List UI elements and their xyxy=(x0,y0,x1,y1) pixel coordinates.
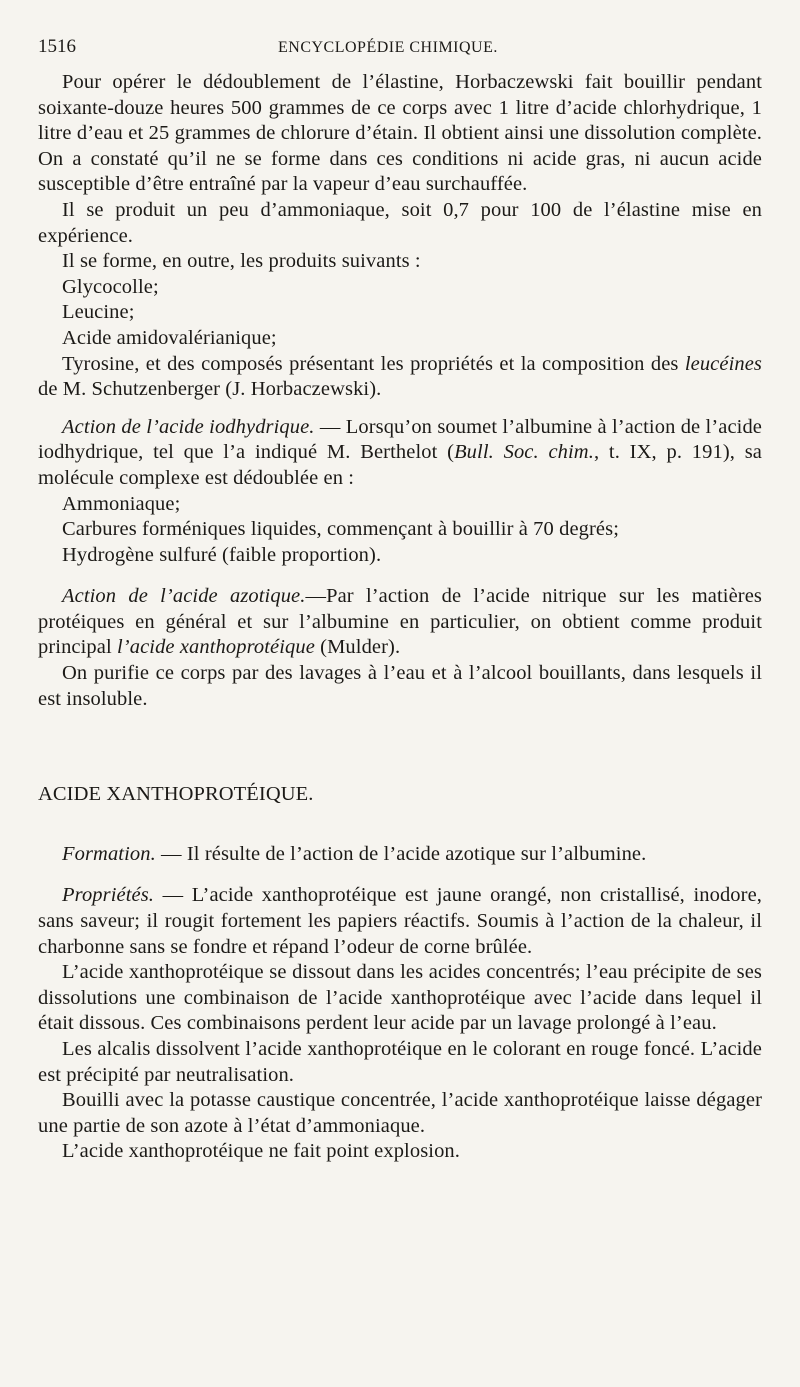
paragraph-explosion: L’acide xanthoprotéique ne fait point explosion. xyxy=(62,1140,460,1163)
text-run: — Il résulte de l’action de l’acide azotique sur l’albumine. xyxy=(155,842,647,865)
section-title: Action de l’acide iodhydrique. xyxy=(62,415,315,438)
section-title: Formation. xyxy=(62,842,156,865)
list-item: Carbures forméniques liquides, commençant à bouillir à 70 degrés; xyxy=(62,518,619,541)
paragraph-tyrosine xyxy=(38,352,762,403)
section-title: Propriétés. xyxy=(62,884,155,907)
page-number: 1516 xyxy=(38,36,76,57)
list-item: Leucine; xyxy=(62,301,135,324)
paragraph-purification: On purifie ce corps par des lavages à l’eau et à l’alcool bouillants, dans lesquels il est insoluble. xyxy=(38,662,762,710)
text-run: Tyrosine, et des composés présentant les propriétés et la composition des xyxy=(62,352,679,375)
paragraph-proprietes xyxy=(38,883,762,960)
paragraph-dissolution: L’acide xanthoprotéique se dissout dans les acides concentrés; l’eau précipite de ses dissolutions une combinaison de l’acide xanthoprotéique avec l’acide dans lequel il était dissous. Ces combinaisons perdent leur acide par un lavage prolongé à l’eau. xyxy=(38,961,762,1035)
list-item: Hydrogène sulfuré (faible proportion). xyxy=(62,543,382,566)
text-run: (Mulder). xyxy=(314,636,401,659)
reference: Bull. Soc. chim. xyxy=(454,441,594,464)
italic-term: leucéines xyxy=(684,352,762,375)
paragraph-iodhydrique xyxy=(38,415,762,492)
body-text xyxy=(38,70,762,1165)
text-run: de M. Schutzenberger (J. Horbaczewski). xyxy=(38,378,382,401)
paragraph-alcalis: Les alcalis dissolvent l’acide xanthoprotéique en le colorant en rouge foncé. L’acide est précipité par neutralisation. xyxy=(38,1038,762,1086)
text-run: —Par l’action de l’acide nitrique sur les matières protéiques en général et sur l’albumine en particulier, on obtient comme produit principal xyxy=(38,585,763,659)
text-run: , t. IX, p. 191), sa molécule complexe est dédoublée en : xyxy=(38,441,763,489)
list-item: Acide amidovalérianique; xyxy=(62,326,277,349)
list-item: Glycocolle; xyxy=(62,275,159,298)
section-heading: ACIDE XANTHOPROTÉIQUE. xyxy=(38,783,314,806)
paragraph-azotique xyxy=(38,584,762,661)
text-run: — Lorsqu’on soumet l’albumine à l’action de l’acide iodhydrique, tel que l’a indiqué M. Berthelot ( xyxy=(38,415,763,464)
paragraph-products-intro: Il se forme, en outre, les produits suivants : xyxy=(62,250,421,273)
paragraph-ammoniaque: Il se produit un peu d’ammoniaque, soit 0,7 pour 100 de l’élastine mise en expérience. xyxy=(38,198,762,247)
paragraph-potasse: Bouilli avec la potasse caustique concentrée, l’acide xanthoprotéique laisse dégager une partie de son azote à l’état d’ammoniaque. xyxy=(38,1089,762,1137)
running-head xyxy=(38,36,762,70)
section-title: Action de l’acide azotique. xyxy=(62,585,306,608)
list-item: Ammoniaque; xyxy=(62,492,181,515)
italic-term: l’acide xanthoprotéique xyxy=(117,636,315,659)
paragraph-elastine: Pour opérer le dédoublement de l’élastine, Horbaczewski fait bouillir pendant soixante-douze heures 500 grammes de ce corps avec 1 litre d’acide chlorhydrique, 1 litre d’eau et 25 grammes de chlorure d’étain. Il obtient ainsi une dissolution complète. On a constaté qu’il ne se forme dans ces conditions ni acide gras, ni aucun acide susceptible d’être entraîné par la vapeur d’eau surchauffée. xyxy=(38,71,762,196)
text-run: — L’acide xanthoprotéique est jaune orangé, non cristallisé, inodore, sans saveur; il rougit fortement les papiers réactifs. Soumis à l’action de la chaleur, il charbonne sans se fondre et répand l’odeur de corne brûlée. xyxy=(38,884,762,958)
paragraph-formation xyxy=(38,842,762,868)
running-title: ENCYCLOPÉDIE CHIMIQUE. xyxy=(278,39,498,56)
